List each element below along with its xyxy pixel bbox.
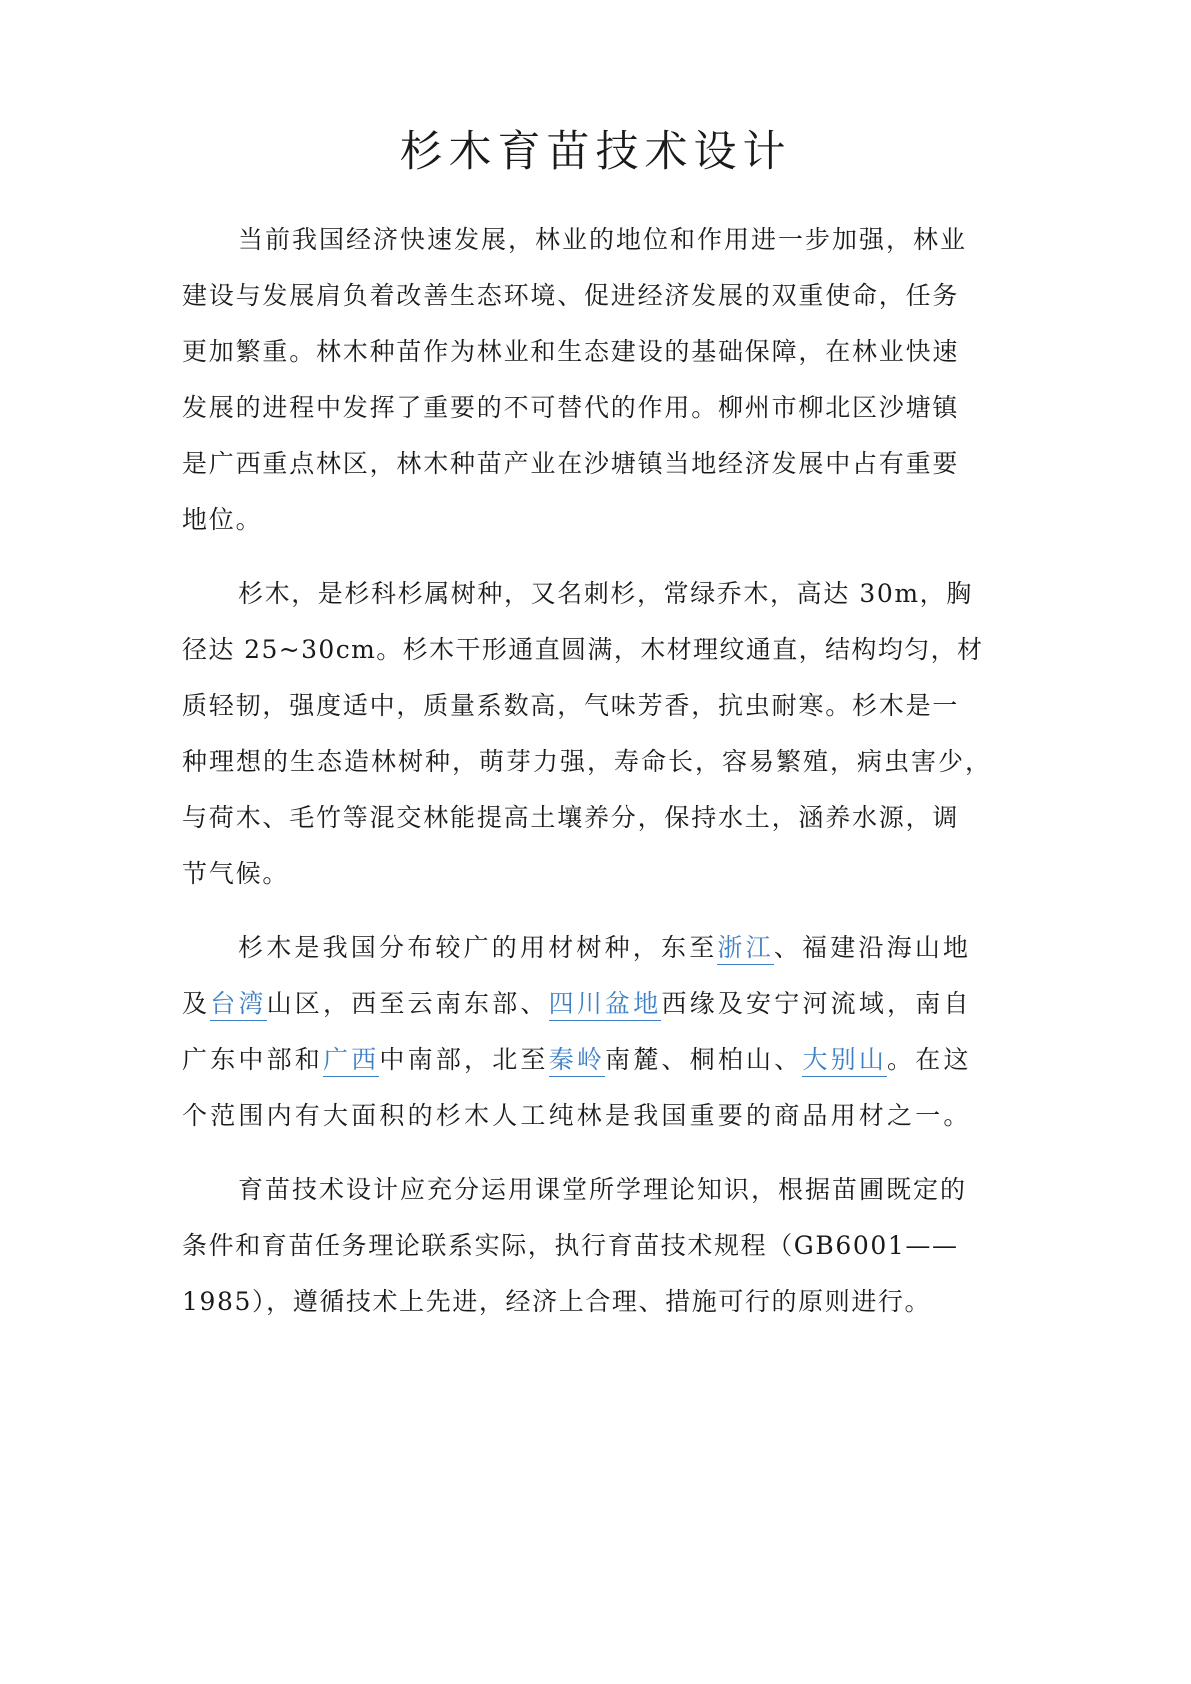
document-title: 杉木育苗技术设计 <box>399 127 792 177</box>
paragraph-3-line-2 <box>182 984 972 1024</box>
text-segment: 西缘及安宁河流域，南自 <box>661 989 972 1018</box>
link-taiwan[interactable]: 台湾 <box>210 989 266 1021</box>
paragraph-2-line-2: 径达 25~30cm。杉木干形通直圆满，木材理纹通直，结构均匀，材 <box>182 635 984 664</box>
text-segment: 中南部，北至 <box>379 1045 549 1074</box>
link-sichuan-basin[interactable]: 四川盆地 <box>549 989 662 1021</box>
text-segment: 。在这 <box>887 1045 972 1074</box>
paragraph-2-line-3: 质轻韧，强度适中，质量系数高，气味芳香，抗虫耐寒。杉木是一 <box>182 691 960 720</box>
text-segment: 、福建沿海山地 <box>773 933 972 962</box>
paragraph-3-line-4: 个范围内有大面积的杉木人工纯林是我国重要的商品用材之一。 <box>182 1101 972 1130</box>
link-dabie-mountain[interactable]: 大别山 <box>802 1045 887 1077</box>
link-qinling[interactable]: 秦岭 <box>549 1045 605 1077</box>
link-zhejiang[interactable]: 浙江 <box>717 933 773 965</box>
paragraph-1-line-2: 建设与发展肩负着改善生态环境、促进经济发展的双重使命，任务 <box>182 281 960 310</box>
paragraph-2-line-6: 节气候。 <box>182 859 290 888</box>
paragraph-1-line-1: 当前我国经济快速发展，林业的地位和作用进一步加强，林业 <box>238 225 968 254</box>
paragraph-1-line-3: 更加繁重。林木种苗作为林业和生态建设的基础保障，在林业快速 <box>182 337 960 366</box>
paragraph-1-line-4: 发展的进程中发挥了重要的不可替代的作用。柳州市柳北区沙塘镇 <box>182 393 960 422</box>
paragraph-4-line-2: 条件和育苗任务理论联系实际，执行育苗技术规程（GB6001—— <box>182 1231 959 1260</box>
paragraph-1-line-5: 是广西重点林区，林木种苗产业在沙塘镇当地经济发展中占有重要 <box>182 449 960 478</box>
text-segment: 山区，西至云南东部、 <box>266 989 549 1018</box>
paragraph-2-line-1: 杉木，是杉科杉属树种，又名刺杉，常绿乔木，高达 30m，胸 <box>238 579 973 608</box>
paragraph-2-line-4: 种理想的生态造林树种，萌芽力强，寿命长，容易繁殖，病虫害少， <box>182 747 993 776</box>
paragraph-4-line-1: 育苗技术设计应充分运用课堂所学理论知识，根据苗圃既定的 <box>238 1175 968 1204</box>
text-segment: 广东中部和 <box>182 1045 324 1074</box>
paragraph-3-line-3 <box>182 1040 972 1080</box>
text-segment: 南麓、桐柏山、 <box>605 1045 803 1074</box>
paragraph-2-line-5: 与荷木、毛竹等混交林能提高土壤养分，保持水土，涵养水源，调 <box>182 803 960 832</box>
paragraph-1-line-6: 地位。 <box>182 505 263 534</box>
text-segment: 杉木是我国分布较广的用材树种，东至 <box>238 933 718 962</box>
paragraph-3-line-1 <box>238 928 971 968</box>
paragraph-4-line-3: 1985），遵循技术上先进，经济上合理、措施可行的原则进行。 <box>182 1287 932 1316</box>
link-guangxi[interactable]: 广西 <box>323 1045 379 1077</box>
text-segment: 及 <box>182 989 211 1018</box>
